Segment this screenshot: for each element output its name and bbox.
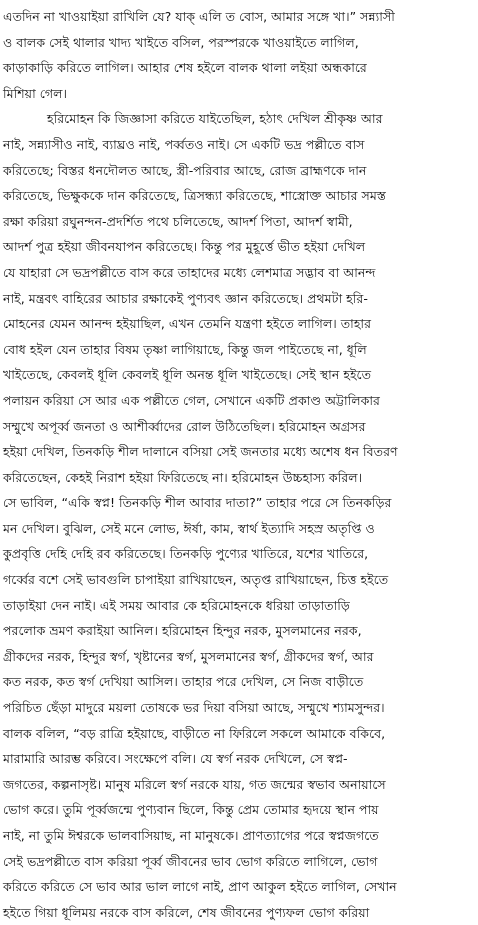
text-line: নাই, মন্ত্রবৎ বাহিরের আচার রক্ষাকেই পুণ্যবৎ জ্ঞান করিতেছে। প্রথমটা হরি- — [3, 290, 368, 306]
text-line: গর্ব্বের বশে সেই ভাবগুলি চাপাইয়া রাখিয়াছেন, অতৃপ্ত রাখিয়াছেন, চিত্ত হইতে — [3, 572, 389, 588]
text-line: ও বালক সেই থালার খাদ্য খাইতে বসিল, পরস্পরকে খাওয়াইতে লাগিল, — [3, 34, 359, 50]
text-line: নাই, না তুমি ঈশ্বরকে ভালবাসিয়াছ, না মানুষকে। প্রাণত্যাগের পরে স্বপ্নজগতে — [3, 828, 379, 843]
text-line: সে ভাবিল, “একি স্বপ্ন! তিনকড়ি শীল আবার দাতা?” তাহার পরে সে তিনকড়ির — [3, 495, 392, 511]
text-line: এতদিন না খাওয়াইয়া রাখিলি যে? যাক্ এলি ত বোস, আমার সঙ্গে খা।” সন্ন্যাসী — [3, 9, 395, 24]
text-line: খাইতেছে, কেবলই ধূলি কেবলই ধূলি অনন্ত ধূলি খাইতেছে। সেই স্থান হইতে — [3, 367, 372, 383]
text-line: রক্ষা করিয়া রঘুনন্দন-প্রদর্শিত পথে চলিতেছে, আদর্শ পিতা, আদর্শ স্বামী, — [3, 213, 353, 229]
text-line: করিতেছেন, কেহই নিরাশ হইয়া ফিরিতেছে না। হরিমোহন উচ্চহাস্য করিল। — [3, 469, 363, 485]
text-line: বোধ হইল যেন তাহার বিষম তৃষ্ণা লাগিয়াছে, কিন্তু জল পাইতেছে না, ধূলি — [3, 341, 367, 357]
text-line: কত নরক, কত স্বর্গ দেখিয়া আসিল। তাহার পরে দেখিল, সে নিজ বাড়ীতে — [3, 674, 364, 690]
paragraph-start-line: হরিমোহন কি জিজ্ঞাসা করিতে যাইতেছিল, হঠাৎ দেখিল শ্রীকৃষ্ণ আর — [47, 111, 383, 127]
text-line: করিতে করিতে সে ভাব আর ভাল লাগে নাই, প্রাণ আকুল হইতে লাগিল, সেখান — [3, 879, 397, 895]
text-line: নাই, সন্ন্যাসীও নাই, ব্যাঘ্রও নাই, পর্ব্বতও নাই। সে একটি ভদ্র পল্লীতে বাস — [3, 136, 365, 152]
text-line: হইয়া দেখিল, তিনকড়ি শীল দালানে বসিয়া সেই জনতার মধ্যে অশেষ ধন বিতরণ — [3, 444, 398, 460]
text-line: মন দেখিল। বুঝিল, সেই মনে লোভ, ঈর্ষা, কাম, স্বার্থ ইত্যাদি সহস্র অতৃপ্তি ও — [3, 520, 375, 536]
text-line: কাড়াকাড়ি করিতে লাগিল। আহার শেষ হইলে বালক থালা লইয়া অন্ধকারে — [3, 60, 367, 76]
text-line: করিতেছে, ভিক্ষুককে দান করিতেছে, ত্রিসন্ধ্যা করিতেছে, শাস্ত্রোক্ত আচার সমস্ত — [3, 188, 386, 204]
text-line: কুপ্রবৃত্তি দেহি দেহি রব করিতেছে। তিনকড়ি পুণ্যের খাতিরে, যশের খাতিরে, — [3, 546, 369, 562]
text-line: যে যাহারা সে ভদ্রপল্লীতে বাস করে তাহাদের মধ্যে লেশমাত্র সদ্ভাব বা আনন্দ — [3, 264, 376, 280]
text-line: জগতের, কল্পনাসৃষ্ট। মানুষ মরিলে স্বর্গ নরকে যায়, গত জন্মের স্বভাব অনায়াসে — [3, 776, 386, 792]
text-line: মিশিয়া গেল। — [3, 85, 67, 101]
text-line: ভোগ করে। তুমি পূর্ব্বজন্মে পুণ্যবান ছিলে, কিন্তু প্রেম তোমার হৃদয়ে স্থান পায় — [3, 802, 379, 818]
text-line: তাড়াইয়া দেন নাই। এই সময় আবার কে হরিমোহনকে ধরিয়া তাড়াতাড়ি — [3, 597, 350, 613]
text-line: পলায়ন করিয়া সে আর এক পল্লীতে গেল, সেখানে একটি প্রকাণ্ড অট্টালিকার — [3, 392, 380, 408]
text-line: করিতেছে; বিস্তর ধনদৌলত আছে, স্ত্রী-পরিবার আছে, রোজ ব্রাহ্মণকে দান — [3, 162, 367, 178]
body-text — [3, 4, 473, 925]
text-line: মোহনের যেমন আনন্দ হইয়াছিল, এখন তেমনি যন্ত্রণা হইতে লাগিল। তাহার — [3, 316, 372, 332]
text-line: আদর্শ পুত্র হইয়া জীবনযাপন করিতেছে। কিন্তু পর মুহূর্ত্তে ভীত হইয়া দেখিল — [3, 239, 366, 255]
text-line: হইতে গিয়া ধূলিময় নরকে বাস করিলে, শেষ জীবনের পুণ্যফল ভোগ করিয়া — [3, 904, 370, 920]
text-line: মারামারি আরম্ভ করিবে। সংক্ষেপে বলি। যে স্বর্গ নরক দেখিলে, সে স্বপ্ন- — [3, 751, 348, 767]
text-line: গ্রীকদের নরক, হিন্দুর স্বর্গ, খৃষ্টানের স্বর্গ, মুসলমানের স্বর্গ, গ্রীকদের স্বর্গ, আর — [3, 648, 374, 664]
text-line: পরিচিত ছেঁড়া মাদুরে ময়লা তোষকে ভর দিয়া বসিয়া আছে, সম্মুখে শ্যামসুন্দর। — [3, 700, 385, 716]
text-line: সেই ভদ্রপল্লীতে বাস করিয়া পূর্ব্ব জীবনের ভাব ভোগ করিতে লাগিলে, ভোগ — [3, 853, 378, 869]
text-line: বালক বলিল, “বড় রাত্রি হইয়াছে, বাড়ীতে না ফিরিলে সকলে আমাকে বকিবে, — [3, 725, 386, 741]
text-line: সম্মুখে অপূর্ব্ব জনতা ও আশীর্ব্বাদের রোল উঠিতেছিল। হরিমোহন অগ্রসর — [3, 418, 366, 434]
text-line: পরলোক ভ্রমণ করাইয়া আনিল। হরিমোহন হিন্দুর নরক, মুসলমানের নরক, — [3, 623, 362, 639]
